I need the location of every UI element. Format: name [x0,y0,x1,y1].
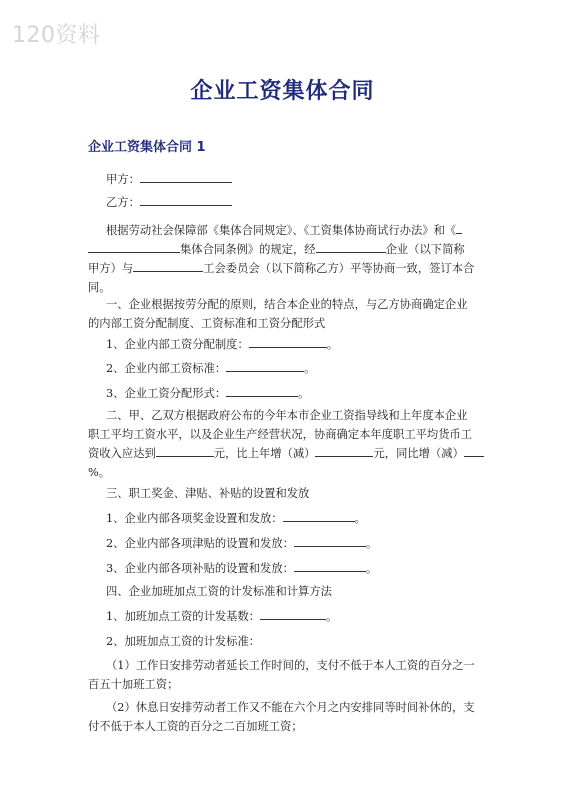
period: 。 [365,537,378,550]
item-label: 1、企业内部工资分配制度： [106,338,249,351]
item-label: 3、企业内部各项补贴的设置和发放： [106,562,294,575]
intro-line-4: 同。 [88,281,111,294]
article-4-heading: 四、企业加班加点工资的计发标准和计算方法 [106,585,332,598]
blank [316,240,386,253]
period: 。 [326,610,338,623]
blank [133,259,203,272]
intro-text: 企业（以下简称 [385,243,465,256]
watermark: 120资料 [12,23,101,48]
article-4-sub-1-line-1: （1）工作日安排劳动者延长工作时间的，支付不低于本人工资的百分之一 [106,659,475,672]
party-b-blank [140,193,232,206]
article-1-item-1 [106,335,338,354]
article-4-item-1 [106,607,337,626]
article-3-heading: 三、职工奖金、津贴、补贴的设置和发放 [106,487,310,500]
period: 。 [326,338,339,351]
article-2-line-2: 职工平均工资水平，以及企业生产经营状况，协商确定本年度职工平均货币工 [88,428,473,441]
intro-line-1 [106,221,462,240]
intro-text: 集体合同条例》的规定，经 [180,243,316,256]
party-a-blank [140,170,232,183]
article-2-line-3 [88,444,484,463]
blank [226,359,304,372]
text: 元，同比增（减） [373,447,464,460]
intro-text: 工会委员会（以下简称乙方）平等协商一致，签订本合 [203,262,475,275]
blank [260,607,326,620]
party-a-label: 甲方： [106,173,140,186]
blank [88,240,180,253]
article-3-item-2 [106,534,377,553]
article-4-sub-2-line-1: （2）休息日安排劳动者工作又不能在六个月之内安排同等时间补休的，支 [106,701,475,714]
blank [456,221,462,234]
blank [226,384,298,397]
text: 元，比上年增（减） [213,447,316,460]
blank [283,509,355,522]
blank [315,444,373,457]
blank [249,335,327,348]
article-2-line-4: %。 [88,466,111,479]
article-1-line-1: 一、企业根据按劳分配的原则，结合本企业的特点，与乙方协商确定企业 [106,298,468,311]
section-title: 企业工资集体合同 1 [88,140,206,155]
intro-line-2 [88,240,465,259]
article-3-item-3 [106,559,377,578]
period: 。 [365,562,378,575]
article-1-line-2: 的内部工资分配制度、工资标准和工资分配形式 [88,317,326,330]
period: 。 [298,387,310,400]
document-title: 企业工资集体合同 [190,79,375,104]
item-label: 1、企业内部各项奖金设置和发放： [106,512,283,525]
article-4-sub-1-line-2: 百五十加班工资； [88,678,179,691]
period: 。 [304,362,316,375]
item-label: 2、企业内部各项津贴的设置和发放： [106,537,294,550]
period: 。 [354,512,366,525]
party-b-line [106,193,232,212]
blank [294,534,366,547]
blank [294,559,366,572]
intro-text: 甲方）与 [88,262,134,275]
party-b-label: 乙方： [106,196,140,209]
article-4-item-2: 2、加班加点工资的计发标准： [106,635,261,648]
item-label: 2、企业内部工资标准： [106,362,227,375]
article-1-item-3 [106,384,309,403]
article-3-item-1 [106,509,366,528]
item-label: 1、加班加点工资的计发基数： [106,610,261,623]
text: 资收入应达到 [88,447,156,460]
blank [156,444,214,457]
article-4-sub-2-line-2: 付不低于本人工资的百分之二百加班工资； [88,720,303,733]
article-1-item-2 [106,359,315,378]
party-a-line [106,170,232,189]
intro-text: 根据劳动社会保障部《集体合同规定》、《工资集体协商试行办法》和《 [106,224,457,237]
blank [464,444,484,457]
article-2-line-1: 二、甲、乙双方根据政府公布的今年本市企业工资指导线和上年度本企业 [106,409,468,422]
intro-line-3 [88,259,474,278]
item-label: 3、企业工资分配形式： [106,387,227,400]
